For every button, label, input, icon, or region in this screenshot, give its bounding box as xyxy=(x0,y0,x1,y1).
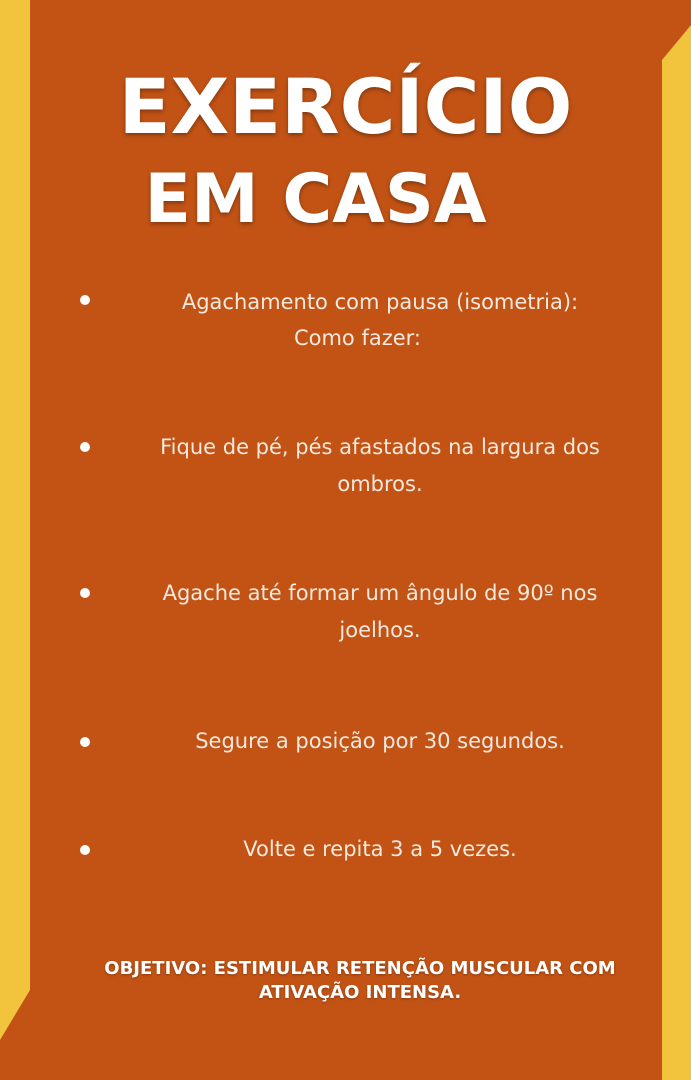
bullet-icon xyxy=(80,845,90,855)
bullet-icon xyxy=(80,588,90,598)
bullet-icon xyxy=(80,442,90,452)
objective-line-2: ATIVAÇÃO INTENSA. xyxy=(258,982,462,1003)
title-line-1: EXERCÍCIO xyxy=(118,62,573,151)
bullet-icon xyxy=(80,737,90,747)
objective-line-1: OBJETIVO: ESTIMULAR RETENÇÃO MUSCULAR COM xyxy=(104,958,616,979)
list-item-line-1: Segure a posição por 30 segundos. xyxy=(195,729,565,753)
list-item-line-1: Fique de pé, pés afastados na largura dos xyxy=(160,435,600,459)
list-item-line-1: Volte e repita 3 a 5 vezes. xyxy=(243,837,517,861)
list-item-line-2: Como fazer: xyxy=(293,326,422,350)
list-item-line-2: ombros. xyxy=(337,472,423,496)
list-item-line-2: joelhos. xyxy=(339,618,421,642)
right-yellow-stripe xyxy=(662,25,691,1080)
list-item-line-1: Agache até formar um ângulo de 90º nos xyxy=(162,581,598,605)
left-yellow-stripe xyxy=(0,0,30,1040)
bullet-icon xyxy=(80,295,90,305)
list-item-line-1: Agachamento com pausa (isometria): xyxy=(181,290,579,314)
title-line-2: EM CASA xyxy=(144,160,487,239)
objective-text xyxy=(70,957,650,1005)
